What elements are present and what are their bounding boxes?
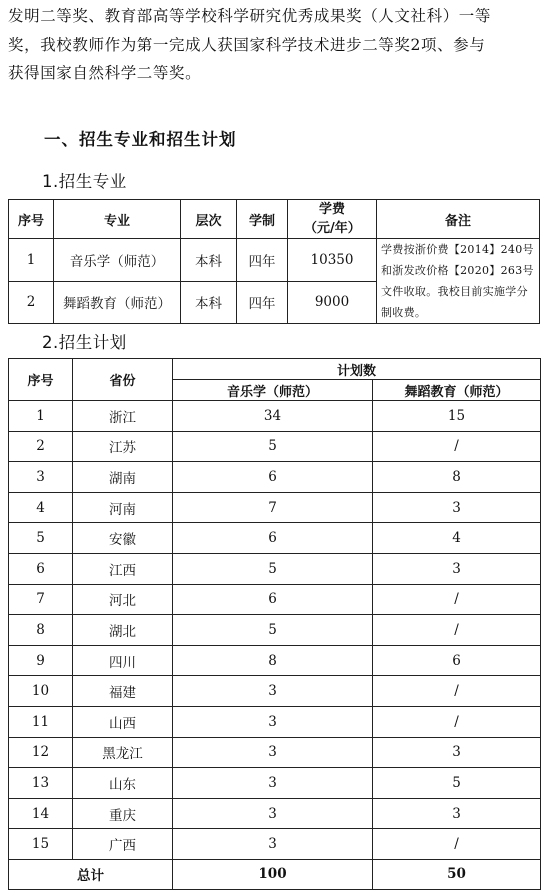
table-row <box>9 768 541 799</box>
cell-province: 福建 <box>73 676 173 707</box>
cell-no: 3 <box>9 462 73 493</box>
cell-dance: 3 <box>373 798 541 829</box>
cell-duration: 四年 <box>237 281 288 324</box>
cell-province: 河北 <box>73 584 173 615</box>
table-row <box>9 584 541 615</box>
cell-no: 4 <box>9 492 73 523</box>
cell-no: 5 <box>9 523 73 554</box>
cell-province: 山东 <box>73 768 173 799</box>
cell-dance: / <box>373 431 541 462</box>
cell-dance: / <box>373 584 541 615</box>
cell-music: 7 <box>173 492 373 523</box>
cell-music: 3 <box>173 829 373 860</box>
cell-dance: / <box>373 615 541 646</box>
header-no: 序号 <box>9 200 54 239</box>
total-dance: 50 <box>373 859 541 889</box>
cell-level: 本科 <box>181 281 237 324</box>
cell-no: 8 <box>9 615 73 646</box>
table-row <box>9 462 541 493</box>
cell-no: 2 <box>9 281 54 324</box>
table-row <box>9 553 541 584</box>
intro-paragraph <box>8 2 544 88</box>
plan-header-row <box>9 359 541 380</box>
cell-music: 8 <box>173 645 373 676</box>
cell-dance: 5 <box>373 768 541 799</box>
cell-no: 14 <box>9 798 73 829</box>
cell-no: 7 <box>9 584 73 615</box>
table-row <box>9 401 541 432</box>
header-count: 计划数 <box>173 359 541 380</box>
cell-music: 6 <box>173 584 373 615</box>
header-major: 专业 <box>54 200 181 239</box>
header-music: 音乐学（师范） <box>173 380 373 401</box>
table-row <box>9 829 541 860</box>
cell-music: 3 <box>173 737 373 768</box>
fee-note: 学费按浙价费【2014】240号和浙发改价格【2020】263号文件收取。我校目前实施学分制收费。 <box>377 239 540 324</box>
table-row <box>9 523 541 554</box>
table-row <box>9 239 540 282</box>
cell-province: 湖北 <box>73 615 173 646</box>
cell-province: 重庆 <box>73 798 173 829</box>
cell-province: 黑龙江 <box>73 737 173 768</box>
cell-dance: 3 <box>373 492 541 523</box>
header-duration: 学制 <box>237 200 288 239</box>
table-row <box>9 492 541 523</box>
intro-line: 获得国家自然科学二等奖。 <box>8 64 202 82</box>
majors-heading: 1.招生专业 <box>42 172 127 191</box>
majors-header-row <box>9 200 540 239</box>
header-province: 省份 <box>73 359 173 401</box>
cell-music: 6 <box>173 523 373 554</box>
cell-no: 9 <box>9 645 73 676</box>
cell-province: 山西 <box>73 706 173 737</box>
table-row <box>9 706 541 737</box>
header-dance: 舞蹈教育（师范） <box>373 380 541 401</box>
cell-province: 河南 <box>73 492 173 523</box>
cell-music: 5 <box>173 553 373 584</box>
cell-music: 3 <box>173 676 373 707</box>
total-label: 总计 <box>9 859 173 889</box>
header-no: 序号 <box>9 359 73 401</box>
cell-province: 江苏 <box>73 431 173 462</box>
cell-province: 安徽 <box>73 523 173 554</box>
cell-province: 湖南 <box>73 462 173 493</box>
majors-table <box>8 199 540 324</box>
cell-no: 10 <box>9 676 73 707</box>
table-row <box>9 737 541 768</box>
cell-no: 6 <box>9 553 73 584</box>
plan-table <box>8 358 541 890</box>
cell-duration: 四年 <box>237 239 288 282</box>
intro-line: 发明二等奖、教育部高等学校科学研究优秀成果奖（人文社科）一等 <box>8 7 492 25</box>
table-row <box>9 615 541 646</box>
total-music: 100 <box>173 859 373 889</box>
cell-no: 2 <box>9 431 73 462</box>
table-row <box>9 798 541 829</box>
cell-dance: / <box>373 706 541 737</box>
cell-province: 四川 <box>73 645 173 676</box>
cell-major: 音乐学（师范） <box>54 239 181 282</box>
cell-music: 3 <box>173 798 373 829</box>
cell-fee: 9000 <box>288 281 377 324</box>
plan-heading: 2.招生计划 <box>42 333 127 352</box>
cell-music: 3 <box>173 706 373 737</box>
table-row <box>9 676 541 707</box>
header-level: 层次 <box>181 200 237 239</box>
cell-music: 3 <box>173 768 373 799</box>
cell-dance: / <box>373 829 541 860</box>
header-note: 备注 <box>377 200 540 239</box>
cell-province: 江西 <box>73 553 173 584</box>
cell-dance: 3 <box>373 553 541 584</box>
cell-no: 15 <box>9 829 73 860</box>
cell-major: 舞蹈教育（师范） <box>54 281 181 324</box>
cell-music: 6 <box>173 462 373 493</box>
cell-dance: 6 <box>373 645 541 676</box>
section-title: 一、招生专业和招生计划 <box>44 130 237 149</box>
cell-no: 13 <box>9 768 73 799</box>
cell-dance: 4 <box>373 523 541 554</box>
cell-dance: 8 <box>373 462 541 493</box>
cell-no: 11 <box>9 706 73 737</box>
header-fee: 学费（元/年） <box>288 200 377 239</box>
total-row <box>9 859 541 889</box>
cell-no: 12 <box>9 737 73 768</box>
cell-fee: 10350 <box>288 239 377 282</box>
cell-no: 1 <box>9 401 73 432</box>
table-row <box>9 645 541 676</box>
cell-province: 广西 <box>73 829 173 860</box>
intro-line: 奖，我校教师作为第一完成人获国家科学技术进步二等奖2项、参与 <box>8 35 486 54</box>
cell-dance: / <box>373 676 541 707</box>
cell-dance: 3 <box>373 737 541 768</box>
cell-music: 5 <box>173 431 373 462</box>
table-row <box>9 431 541 462</box>
cell-no: 1 <box>9 239 54 282</box>
cell-music: 5 <box>173 615 373 646</box>
cell-dance: 15 <box>373 401 541 432</box>
cell-province: 浙江 <box>73 401 173 432</box>
cell-music: 34 <box>173 401 373 432</box>
cell-level: 本科 <box>181 239 237 282</box>
